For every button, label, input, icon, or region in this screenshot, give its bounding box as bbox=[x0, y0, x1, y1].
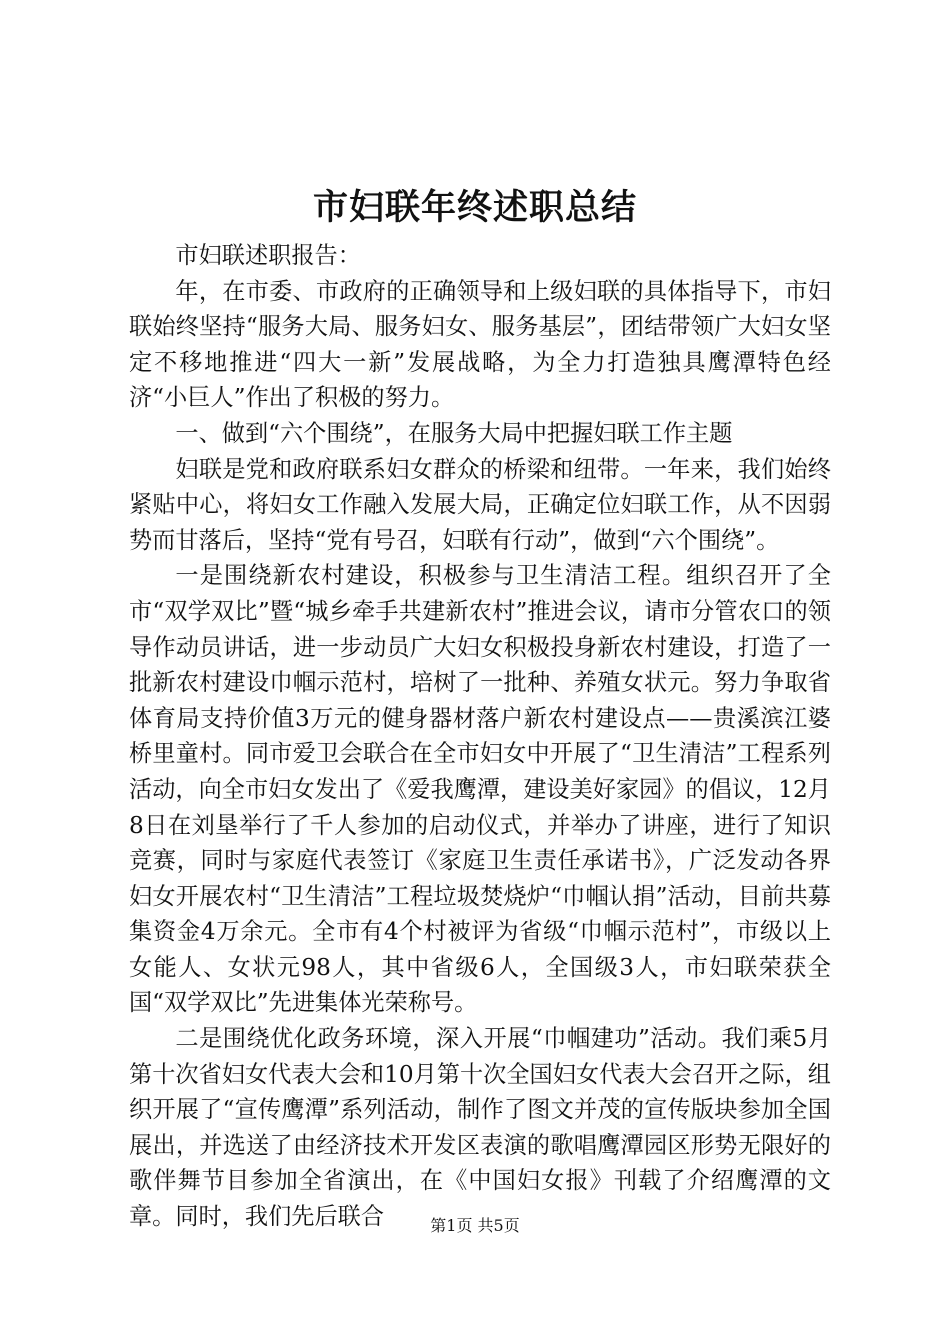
document-body bbox=[129, 238, 831, 1235]
section-heading: 一、做到“六个围绕”，在服务大局中把握妇联工作主题 bbox=[175, 419, 733, 447]
salutation-paragraph: 市妇联述职报告： bbox=[175, 242, 361, 269]
body-paragraph: 二是围绕优化政务环境，深入开展“巾帼建功”活动。我们乘5月第十次省妇女代表大会和10月第十次全国妇女代表大会召开之际，组织开展了“宣传鹰潭”系列活动，制作了图文并茂的宣传版块参加全国展出，并选送了由经济技术开发区表演的歌唱鹰潭园区形势无限好的歌伴舞节目参加全省演出，在《中国妇女报》刊载了介绍鹰潭的文章。同时，我们先后联合 bbox=[129, 1025, 831, 1231]
body-paragraph: 一是围绕新农村建设，积极参与卫生清洁工程。组织召开了全市“双学双比”暨“城乡牵手共建新农村”推进会议，请市分管农口的领导作动员讲话，进一步动员广大妇女积极投身新农村建设，打造了一批新农村建设巾帼示范村，培树了一批种、养殖女状元。努力争取省体育局支持价值3万元的健身器材落户新农村建设点——贵溪滨江婆桥里童村。同市爱卫会联合在全市妇女中开展了“卫生清洁”工程系列活动，向全市妇女发出了《爱我鹰潭，建设美好家园》的倡议，12月8日在刘垦举行了千人参加的启动仪式，并举办了讲座，进行了知识竞赛，同时与家庭代表签订《家庭卫生责任承诺书》，广泛发动各界妇女开展农村“卫生清洁”工程垃圾焚烧炉“巾帼认捐”活动，目前共募集资金4万余元。全市有4个村被评为省级“巾帼示范村”，市级以上女能人、女状元98人，其中省级6人，全国级3人，市妇联荣获全国“双学双比”先进集体光荣称号。 bbox=[129, 562, 831, 1017]
intro-paragraph: 年，在市委、市政府的正确领导和上级妇联的具体指导下，市妇联始终坚持“服务大局、服务妇女、服务基层”，团结带领广大妇女坚定不移地推进“四大一新”发展战略，为全力打造独具鹰潭特色经济“小巨人”作出了积极的努力。 bbox=[129, 277, 831, 412]
body-paragraph: 妇联是党和政府联系妇女群众的桥梁和纽带。一年来，我们始终紧贴中心，将妇女工作融入发展大局，正确定位妇联工作，从不因弱势而甘落后，坚持“党有号召，妇联有行动”，做到“六个围绕”。 bbox=[129, 455, 831, 554]
page-footer: 第1页 共5页 bbox=[430, 1216, 520, 1235]
document-title: 市妇联年终述职总结 bbox=[312, 187, 637, 228]
